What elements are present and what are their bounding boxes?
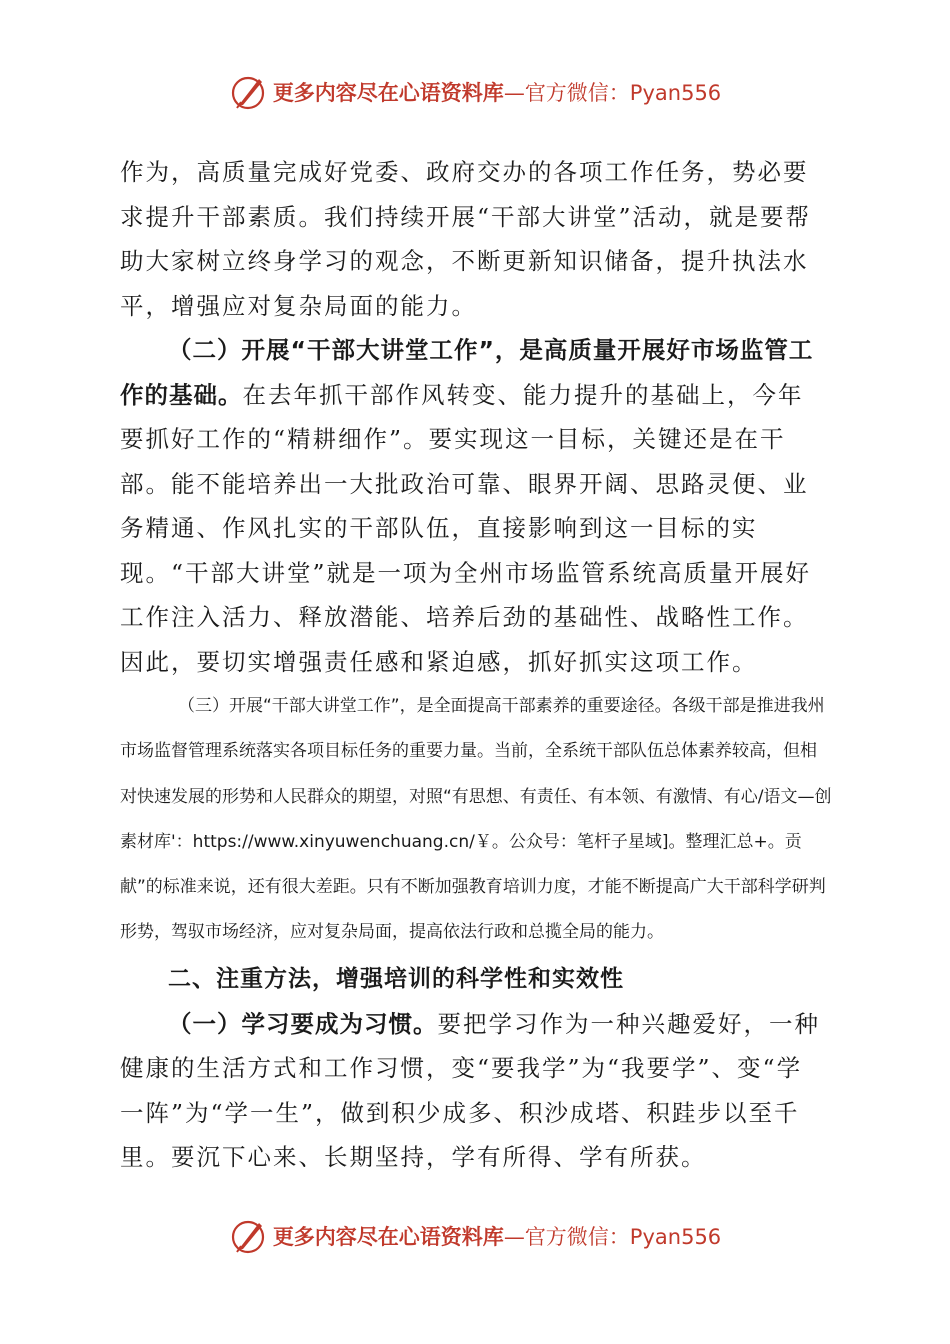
header-banner: [0, 70, 950, 114]
paragraph-4-text: 要把学习作为一种兴趣爱好，一种健康的生活方式和工作习惯，变“要我学”为“我要学”、变“学一阵”为“学一生”，做到积少成多、积沙成塔、积跬步以至千里。要沉下心来、长期坚持，学有所得、学有所获。: [120, 1009, 820, 1172]
section-heading: 二、注重方法，增强培训的科学性和实效性: [168, 965, 624, 992]
banner-title: 更多内容尽在心语资料库: [272, 1225, 504, 1249]
banner-separator: —: [503, 81, 525, 105]
banner-text: [273, 77, 721, 107]
banner-wechat: 官方微信：Pyan556: [524, 1225, 722, 1249]
banner-wechat: 官方微信：Pyan556: [524, 81, 722, 105]
banner-separator: —: [503, 1225, 525, 1249]
document-body: [120, 150, 832, 1180]
quill-logo-icon: [229, 72, 269, 112]
banner-text: [273, 1221, 721, 1251]
banner-title: 更多内容尽在心语资料库: [272, 81, 504, 105]
paragraph-4: [120, 1002, 820, 1180]
paragraph-3: （三）开展“干部大讲堂工作”，是全面提高干部素养的重要途径。各级干部是推进我州市场监督管理系统落实各项目标任务的重要力量。当前，全系统干部队伍总体素养较高，但相对快速发展的形势和人民群众的期望，对照“有思想、有责任、有本领、有激情、有心/语文—创素材库'：https://www.xinyuwenchuang.cn/￥。公众号：笔杆子星域]。整理汇总+。贡献”的标准来说，还有很大差距。只有不断加强教育培训力度，才能不断提高广大干部科学研判形势，驾驭市场经济，应对复杂局面，提高依法行政和总揽全局的能力。: [120, 696, 832, 943]
paragraph-4-heading: （一）学习要成为习惯。: [168, 1009, 438, 1038]
paragraph-2: [120, 328, 820, 684]
quill-logo-icon: [229, 1216, 269, 1256]
paragraph-2-heading: （二）开展“干部大讲堂工作”，是高质量开展好市场监管工作的基础。: [120, 336, 814, 409]
paragraph-1: 作为，高质量完成好党委、政府交办的各项工作任务，势必要求提升干部素质。我们持续开展“干部大讲堂”活动，就是要帮助大家树立终身学习的观念，不断更新知识储备，提升执法水平，增强应对复杂局面的能力。: [120, 158, 812, 320]
paragraph-2-text: 在去年抓干部作风转变、能力提升的基础上，今年要抓好工作的“精耕细作”。要实现这一目标，关键还是在干部。能不能培养出一大批政治可靠、眼界开阔、思路灵便、业务精通、作风扎实的干部队伍，直接影响到这一目标的实现。“干部大讲堂”就是一项为全州市场监管系统高质量开展好工作注入活力、释放潜能、培养后劲的基础性、战略性工作。因此，要切实增强责任感和紧迫感，抓好抓实这项工作。: [120, 380, 812, 676]
footer-banner: [0, 1214, 950, 1258]
